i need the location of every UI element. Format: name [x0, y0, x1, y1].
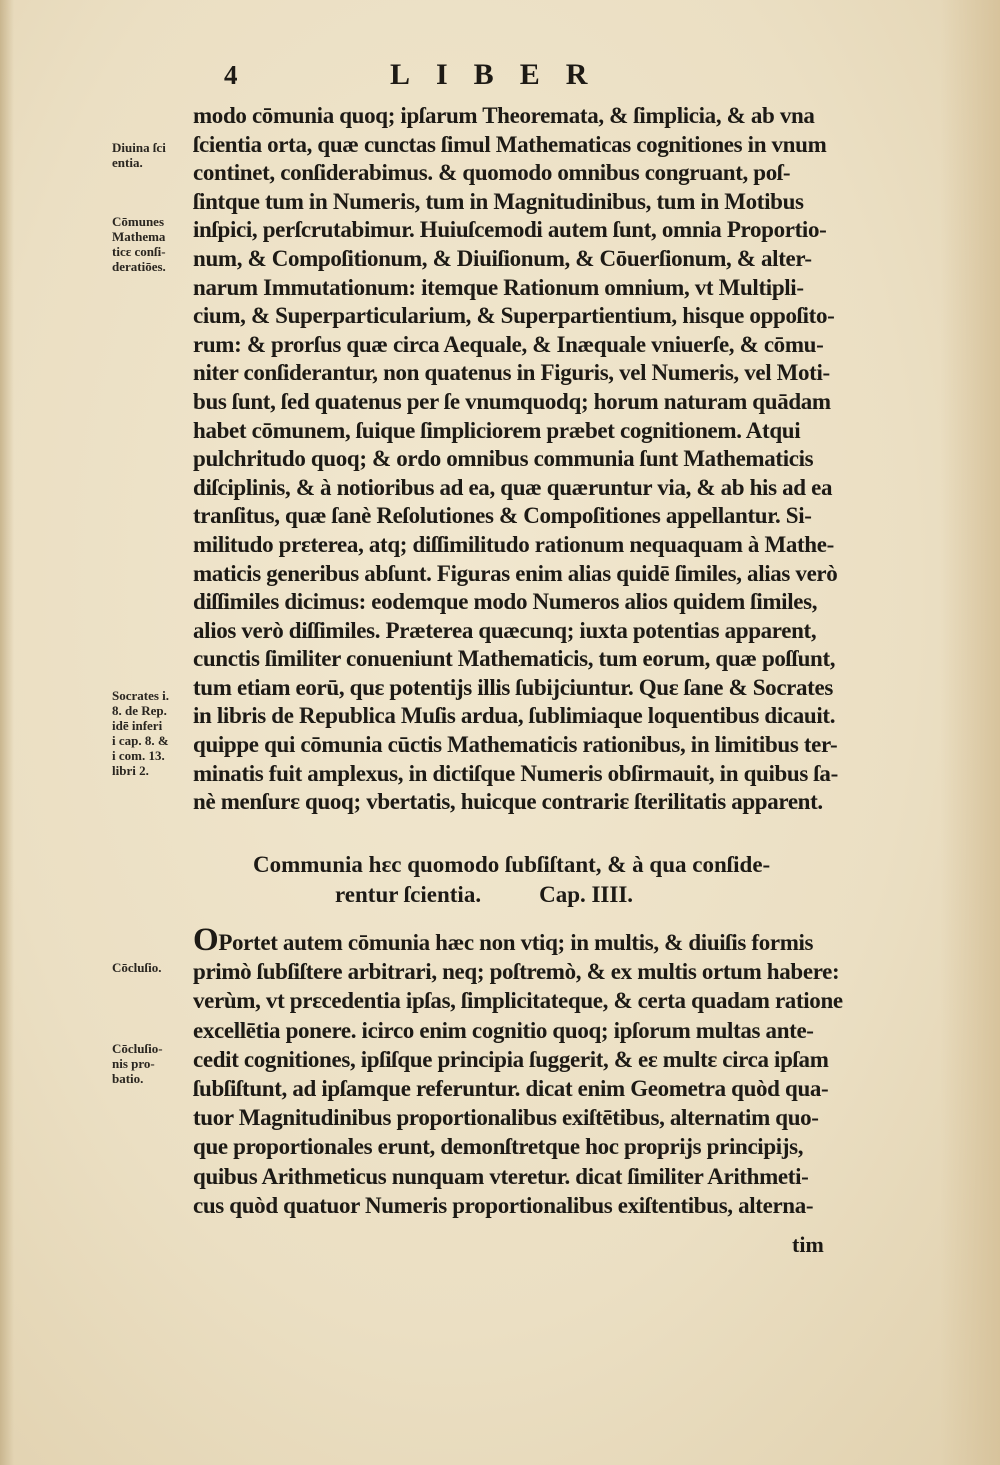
text-line: quibus Arithmeticus nunquam vteretur. dicat ſimiliter Arithmeti- [193, 1163, 809, 1189]
text-line: habet cōmunem, ſuique ſimpliciorem præbet cognitionem. Atqui [193, 417, 801, 443]
marginal-line: ticɛ conſi- [112, 244, 166, 259]
marginal-line: Cōcluſio- [112, 1041, 163, 1056]
page-shadow-right [940, 0, 1000, 1465]
chapter-text-block [193, 922, 863, 1220]
marginal-line: 8. de Rep. [112, 703, 167, 718]
page-header [0, 58, 1000, 98]
marginal-line: libri 2. [112, 763, 149, 778]
text-line: alios verò diſſimiles. Præterea quæcunq; iuxta potentias apparent, [193, 617, 817, 643]
text-line: excellētia ponere. icirco enim cognitio quoq; ipſorum multas ante- [193, 1017, 814, 1043]
marginal-line: batio. [112, 1071, 144, 1086]
marginal-note-conclusio [112, 960, 194, 975]
text-line: nè menſurɛ quoq; vbertatis, huicque contrariɛ ſterilitatis apparent. [193, 789, 823, 815]
text-line: modo cōmunia quoq; ipſarum Theoremata, & ſimplicia, & ab vna [193, 103, 815, 128]
running-title: LIBER [390, 58, 614, 91]
text-line: cium, & Superparticularium, & Superpartientium, hisque oppoſito- [193, 303, 835, 329]
text-line: niter conſiderantur, non quatenus in Figuris, vel Numeris, vel Moti- [193, 360, 830, 386]
text-line: pulchritudo quoq; & ordo omnibus communia ſunt Mathematicis [193, 446, 814, 472]
main-text-block [193, 102, 863, 817]
catchword: tim [792, 1232, 824, 1257]
text-line: cunctis ſimiliter conueniunt Mathematicis, tum eorum, quæ poſſunt, [193, 646, 836, 672]
chapter-title-line [253, 880, 853, 910]
text-line: que proportionales erunt, demonſtretque hoc proprijs principijs, [193, 1134, 804, 1160]
text-line: diſciplinis, & à notioribus ad ea, quæ quæruntur via, & ab his ad ea [193, 474, 833, 500]
text-line: tranſitus, quæ ſanè Reſolutiones & Compoſitiones appellantur. Si- [193, 503, 812, 529]
text-line: ſubſiſtunt, ad ipſamque referuntur. dicat enim Geometra quòd qua- [193, 1076, 829, 1102]
text-line: cus quòd quatuor Numeris proportionalibus exiſtentibus, alterna- [193, 1192, 814, 1218]
text-line: primò ſubſiſtere arbitrari, neq; poſtremò, & ex multis ortum habere: [193, 959, 840, 985]
marginal-note-diuina-scientia [112, 140, 194, 170]
page-shadow-left [0, 0, 14, 1465]
page-number: 4 [224, 60, 238, 90]
text-line: narum Immutationum: itemque Rationum omnium, vt Multipli- [193, 274, 804, 300]
text-line [193, 922, 863, 958]
first-line-text: Portet autem cōmunia hæc non vtiq; in multis, & diuiſis formis [218, 930, 814, 955]
text-line: quippe qui cōmunia cūctis Mathematicis rationibus, in limitibus ter- [193, 732, 838, 758]
marginal-line: Socrates i. [112, 688, 170, 703]
marginal-line: Cōcluſio. [112, 960, 162, 975]
initial-letter: O [193, 922, 219, 958]
marginal-line: idē inferi [112, 718, 163, 733]
text-line: minatis fuit amplexus, in dictiſque Numeris obſirmauit, in quibus ſa- [193, 760, 838, 786]
text-line: bus ſunt, ſed quatenus per ſe vnumquodq; horum naturam quādam [193, 388, 831, 414]
marginal-line: nis pro- [112, 1056, 155, 1071]
chapter-heading [253, 850, 853, 910]
marginal-line: deratiōes. [112, 259, 166, 274]
text-line: ſintque tum in Numeris, tum in Magnitudinibus, tum in Motibus [193, 188, 804, 214]
text-line: verùm, vt prɛcedentia ipſas, ſimplicitateque, & certa quadam ratione [193, 988, 843, 1014]
marginal-note-conclusionis-probatio [112, 1041, 194, 1086]
text-line: diſſimiles dicimus: eodemque modo Numeros alios quidem ſimiles, [193, 589, 818, 615]
marginal-line: i cap. 8. & [112, 733, 169, 748]
text-line: num, & Compoſitionum, & Diuiſionum, & Cōuerſionum, & alter- [193, 245, 812, 271]
text-line: ſcientia orta, quæ cunctas ſimul Mathematicas cognitiones in vnum [193, 131, 827, 157]
text-line: cedit cognitiones, ipſiſque principia ſuggerit, & eɛ multɛ circa ipſam [193, 1046, 829, 1072]
text-line: militudo prɛterea, atq; diſſimilitudo rationum nequaquam à Mathe- [193, 531, 834, 557]
marginal-line: Cōmunes [112, 214, 165, 229]
text-line: rum: & prorſus quæ circa Aequale, & Inæquale vniuerſe, & cōmu- [193, 331, 824, 357]
marginal-line: entia. [112, 155, 143, 170]
text-line: tuor Magnitudinibus proportionalibus exiſtētibus, alternatim quo- [193, 1105, 819, 1131]
marginal-note-communes-considerationes [112, 214, 194, 274]
text-line: maticis generibus abſunt. Figuras enim alias quidē ſimiles, alias verò [193, 560, 838, 586]
text-line: continet, conſiderabimus. & quomodo omnibus congruant, poſ- [193, 160, 791, 186]
chapter-title-end: rentur ſcientia. [335, 882, 482, 907]
text-line: tum etiam eorū, quɛ potentijs illis ſubijciuntur. Quɛ ſane & Socrates [193, 674, 833, 700]
text-line: in libris de Republica Muſis ardua, ſublimiaque loquentibus dicauit. [193, 703, 836, 729]
marginal-line: Diuina ſci [112, 140, 166, 155]
marginal-line: i com. 13. [112, 748, 165, 763]
marginal-line: Mathema [112, 229, 166, 244]
chapter-number: Cap. IIII. [539, 882, 634, 907]
chapter-title-line: Communia hɛc quomodo ſubſiſtant, & à qua conſide- [253, 852, 771, 877]
marginal-note-socrates-reference [112, 688, 194, 778]
text-line: inſpici, perſcrutabimur. Huiuſcemodi autem ſunt, omnia Proportio- [193, 217, 827, 243]
